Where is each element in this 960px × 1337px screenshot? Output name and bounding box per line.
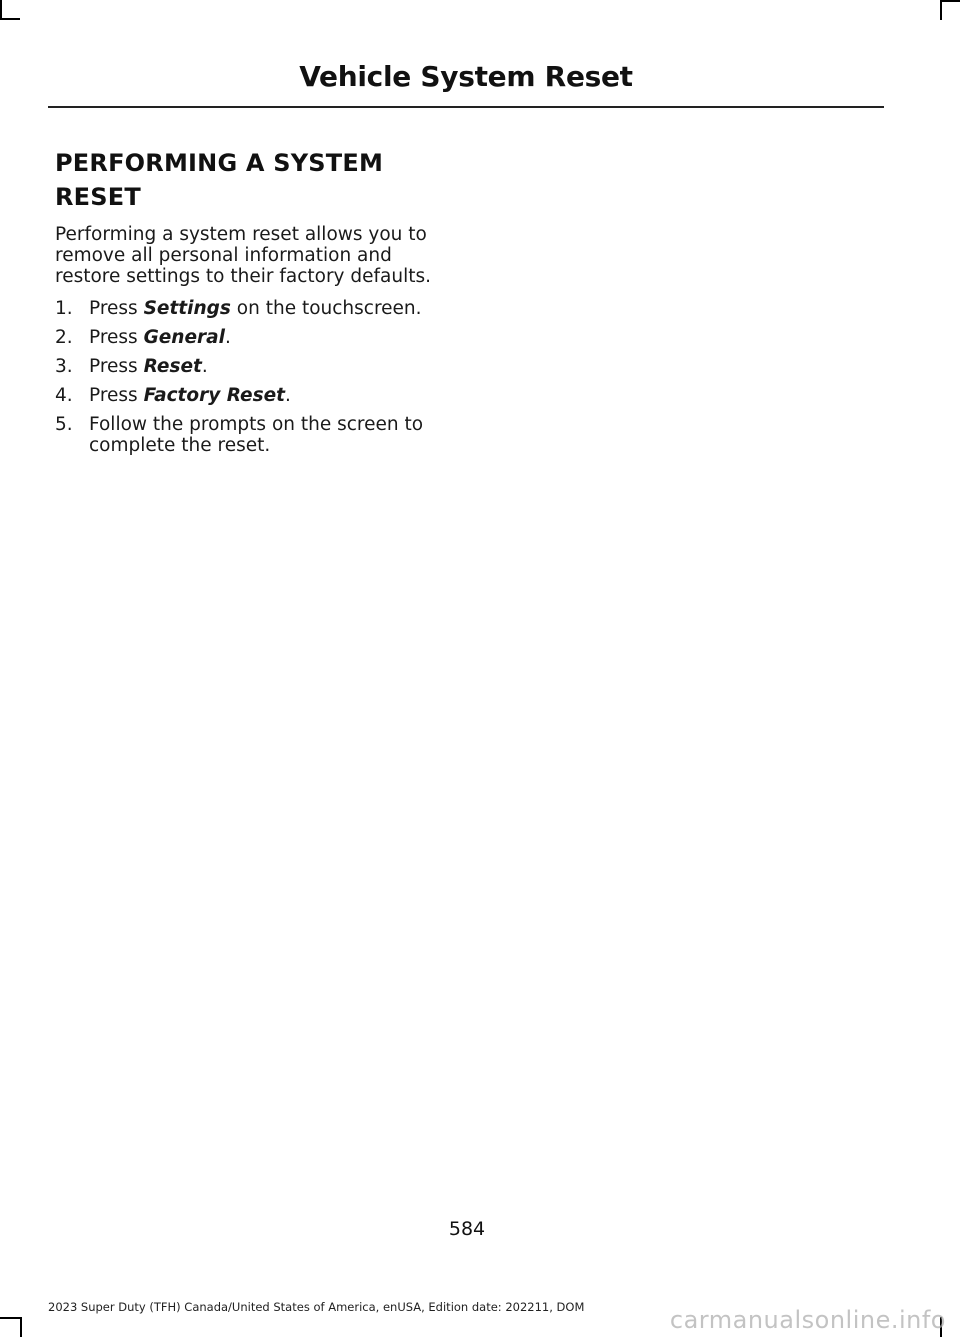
- crop-mark: [0, 18, 20, 20]
- step-text: Press: [89, 298, 144, 319]
- section-title: PERFORMING A SYSTEM RESET: [55, 149, 384, 211]
- step-number: 4.: [55, 385, 73, 406]
- list-item: [55, 356, 440, 377]
- intro-paragraph: Performing a system reset allows you to remove all personal information and restore settings to their factory defaults.: [55, 224, 431, 287]
- step-text: .: [201, 356, 208, 377]
- step-text: Press: [89, 327, 144, 348]
- footer-edition-info: 2023 Super Duty (TFH) Canada/United States of America, enUSA, Edition date: 202211, DOM: [48, 1300, 585, 1314]
- step-keyword: Settings: [143, 298, 231, 319]
- step-text: Press: [89, 356, 144, 377]
- step-number: 3.: [55, 356, 73, 377]
- step-number: 1.: [55, 298, 73, 319]
- step-text: Follow the prompts on the screen to complete the reset.: [89, 414, 424, 456]
- step-keyword: Factory Reset: [143, 385, 285, 406]
- step-number: 5.: [55, 414, 73, 435]
- step-keyword: Reset: [143, 356, 202, 377]
- list-item: [55, 298, 440, 319]
- steps-list: [55, 298, 440, 464]
- crop-mark: [0, 0, 2, 18]
- crop-mark: [940, 0, 942, 20]
- page-number: 584: [448, 1218, 486, 1240]
- step-number: 2.: [55, 327, 73, 348]
- step-text: .: [285, 385, 291, 406]
- list-item: [55, 414, 440, 456]
- step-text: Press: [89, 385, 144, 406]
- step-text: on the touchscreen.: [230, 298, 422, 319]
- crop-mark: [940, 0, 960, 2]
- step-text: .: [224, 327, 231, 348]
- list-item: [55, 327, 440, 348]
- list-item: [55, 385, 440, 406]
- step-keyword: General: [143, 327, 225, 348]
- crop-mark: [20, 1317, 22, 1337]
- header-divider: [48, 106, 884, 108]
- page-header-title: Vehicle System Reset: [299, 60, 633, 93]
- crop-mark: [0, 1317, 20, 1319]
- watermark-text: carmanualsonline.info: [669, 1306, 946, 1334]
